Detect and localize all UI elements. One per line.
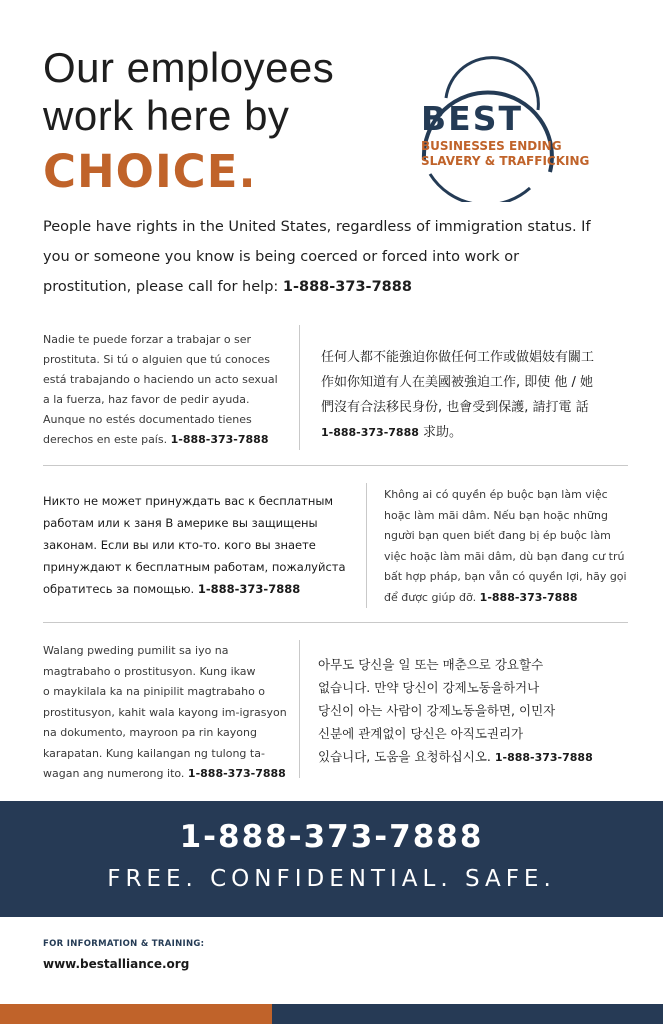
spanish-text: derechos en este país. — [43, 433, 171, 446]
korean-line — [318, 745, 593, 769]
vietnamese-phone: 1-888-373-7888 — [479, 590, 578, 604]
column-divider-row-2 — [366, 483, 367, 608]
footer-label: FOR INFORMATION & TRAINING: — [43, 939, 205, 949]
chinese-phone: 1-888-373-7888 — [321, 426, 419, 439]
message-russian — [43, 490, 346, 600]
russian-line: работам или к заня В америке вы защищены — [43, 516, 318, 530]
spanish-line: a la fuerza, haz favor de pedir ayuda. — [43, 393, 250, 406]
vietnamese-line: bất hợp pháp, bạn vẫn có quyền lợi, hãy gọi — [384, 570, 627, 583]
banner-phone: 1-888-373-7888 — [179, 819, 484, 855]
vietnamese-line — [384, 588, 627, 609]
spanish-line: prostituta. Si tú o alguien que tú conoces — [43, 353, 271, 366]
spanish-line: Aunque no estés documentado tienes — [43, 413, 252, 426]
headline-line-2: work here by — [43, 92, 290, 139]
headline-line-1: Our employees — [43, 44, 335, 91]
vietnamese-line: hoặc làm mãi dâm. Nếu bạn hoặc những — [384, 508, 608, 522]
headline — [43, 44, 334, 140]
intro-phone: 1-888-373-7888 — [282, 279, 412, 295]
chinese-line: 任何人都不能強迫你做任何工作或做娼妓有關工 — [321, 350, 595, 365]
message-chinese — [321, 345, 594, 445]
footer-bar-orange — [0, 1004, 272, 1024]
spanish-line: está trabajando o haciendo un acto sexual — [43, 373, 278, 386]
chinese-tail: 求助。 — [418, 425, 463, 440]
tagalog-line: o maykilala ka na pinipilit magtrabaho o — [43, 685, 266, 698]
vietnamese-line: việc hoặc làm mãi dâm, dù bạn đang cư trú — [384, 549, 625, 563]
tagalog-line — [43, 764, 287, 785]
footer-bar-navy — [272, 1004, 663, 1024]
column-divider-row-3 — [299, 640, 300, 778]
russian-line: Никто не может принуждать вас к бесплатным — [43, 494, 334, 508]
logo-wordmark: BEST — [421, 99, 523, 138]
russian-line: законам. Если вы или кто-то. кого вы знаете — [43, 538, 316, 552]
logo-subtitle-line-1: BUSINESSES ENDING — [421, 139, 562, 153]
vietnamese-line: người bạn quen biết đang bị ép buộc làm — [384, 529, 611, 542]
russian-line: принуждают к бесплатным работам, пожалуйста — [43, 560, 346, 574]
tagalog-text: wagan ang numerong ito. — [43, 767, 188, 780]
logo-subtitle — [421, 139, 589, 169]
russian-phone: 1-888-373-7888 — [197, 582, 301, 596]
russian-line — [43, 578, 346, 600]
korean-phone: 1-888-373-7888 — [494, 751, 593, 764]
column-divider-row-1 — [299, 325, 300, 450]
korean-line: 아무도 당신을 일 또는 매춘으로 강요할수 — [318, 657, 544, 672]
row-divider-1 — [43, 465, 628, 466]
tagalog-line: Walang pweding pumilit sa iyo na — [43, 644, 229, 657]
chinese-line: 作如你知道有人在美國被強迫工作, 即使 他 / 她 — [321, 375, 594, 390]
korean-line: 당신이 아는 사람이 강제노동을하면, 이민자 — [318, 703, 556, 718]
message-spanish — [43, 330, 278, 450]
tagalog-line: na dokumento, mayroon pa rin kayong — [43, 726, 257, 739]
vietnamese-text: để được giúp đỡ. — [384, 590, 480, 604]
row-divider-2 — [43, 622, 628, 623]
banner-tagline: FREE. CONFIDENTIAL. SAFE. — [107, 866, 556, 892]
tagalog-line: karapatan. Kung kailangan ng tulong ta- — [43, 746, 265, 760]
korean-line: 없습니다. 만약 당신이 강제노동을하거나 — [318, 680, 540, 695]
tagalog-line: magtrabaho o prostitusyon. Kung ikaw — [43, 664, 256, 678]
tagalog-line: prostitusyon, kahit wala kayong im-igrasyon — [43, 705, 287, 719]
message-tagalog — [43, 641, 287, 785]
message-korean — [318, 653, 593, 769]
spanish-line: Nadie te puede forzar a trabajar o ser — [43, 333, 252, 346]
tagalog-phone: 1-888-373-7888 — [187, 767, 286, 780]
logo-subtitle-line-2: SLAVERY & TRAFFICKING — [421, 154, 590, 168]
intro-text: People have rights in the United States, regardless of immigration status. If you or someone you know is being coerced or forced into work or prostitution, please call for help: — [43, 219, 591, 295]
intro-paragraph — [43, 212, 603, 302]
headline-choice: CHOICE. — [43, 145, 257, 198]
korean-text: 있습니다, 도움을 요청하십시오. — [318, 749, 495, 764]
chinese-line: 們沒有合法移民身份, 也會受到保護, 請打電 話 — [321, 400, 589, 415]
korean-line: 신분에 관계없이 당신은 아직도권리가 — [318, 726, 524, 741]
spanish-line — [43, 430, 278, 450]
footer-url-link[interactable]: www.bestalliance.org — [43, 957, 190, 971]
vietnamese-line: Không ai có quyền ép buộc bạn làm việc — [384, 488, 608, 501]
spanish-phone: 1-888-373-7888 — [170, 433, 269, 446]
chinese-line — [321, 420, 594, 445]
russian-text: обратитесь за помощью. — [43, 582, 198, 596]
message-vietnamese — [384, 485, 627, 608]
